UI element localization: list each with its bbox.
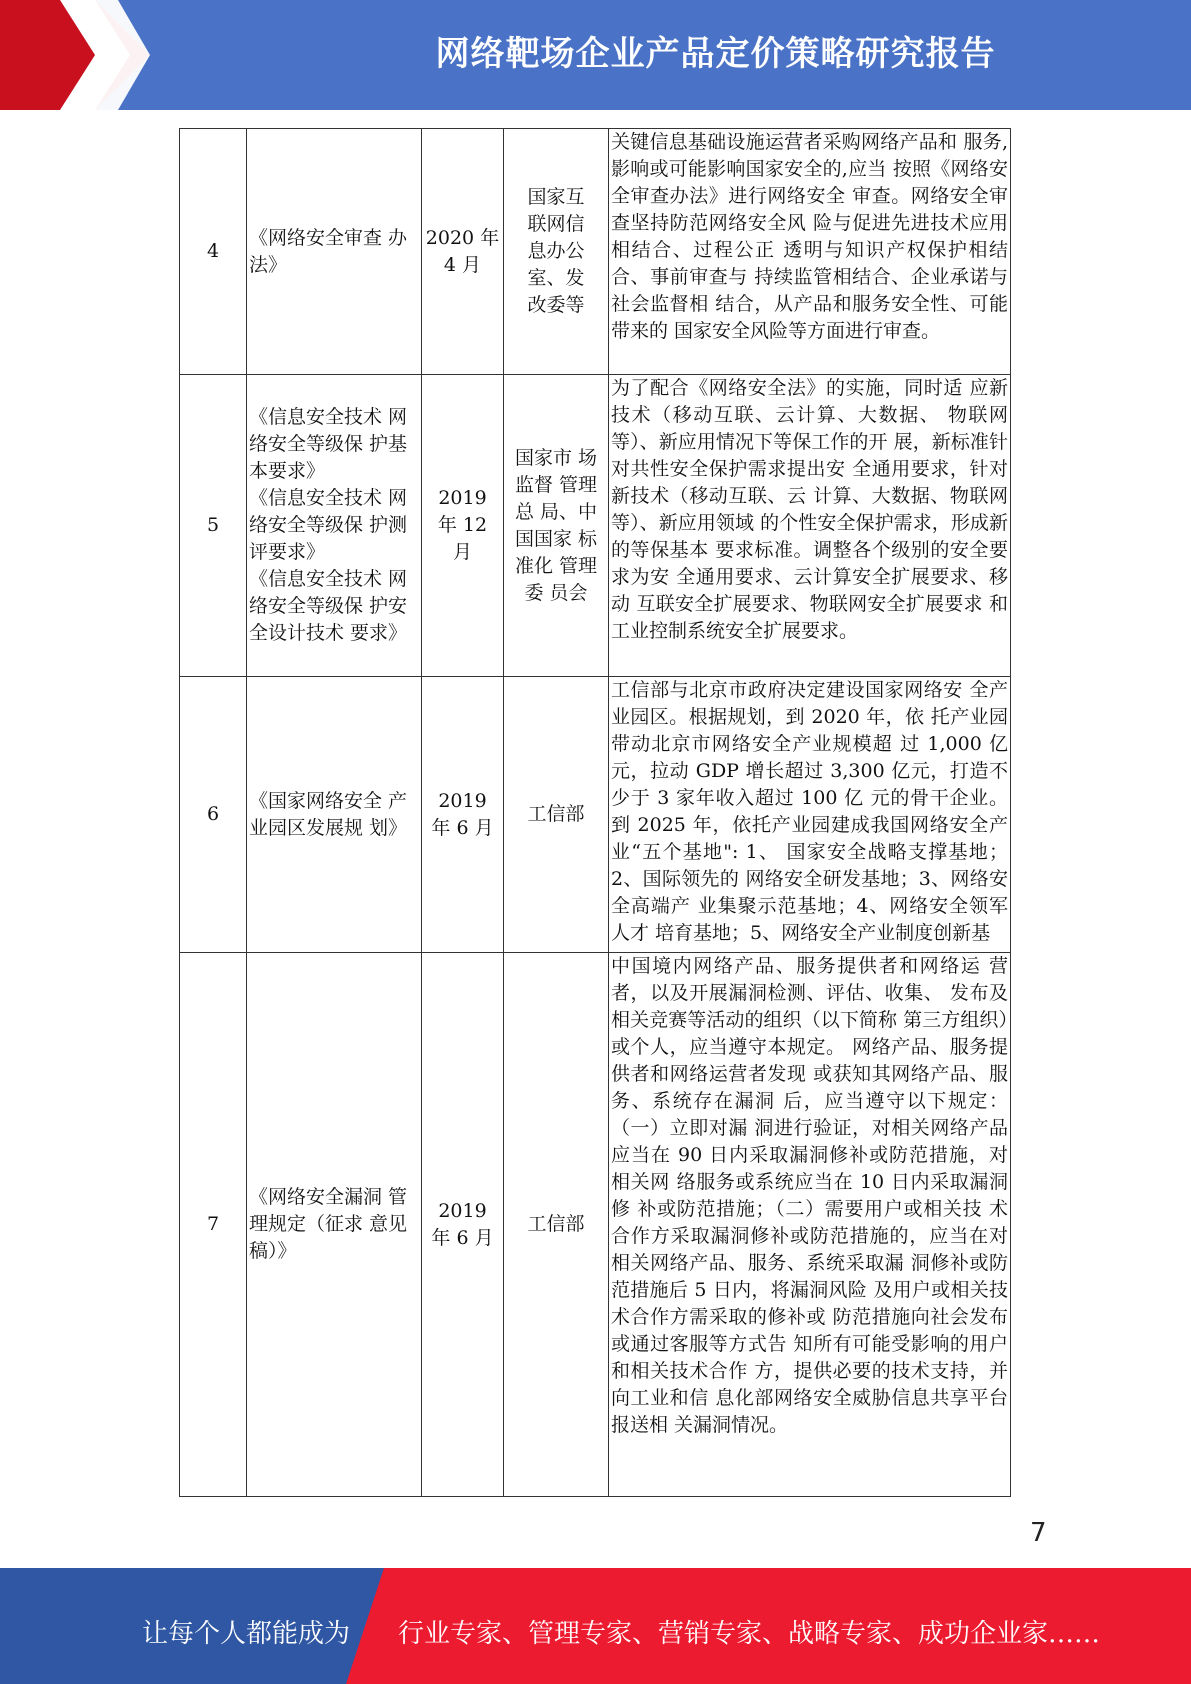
policy-description: 为了配合《网络安全法》的实施，同时适 应新技术（移动互联、云计算、大数据、 物联网等）、新应用情况下等保工作的开 展，新标准针对共性安全保护需求提出安 全通用要求，针对新技术（移动互联、云 计算、大数据、物联网等）、新应用领域 的个性安全保护需求，形成新的等保基本 要求标准。调整各个级别的安全要求为安 全通用要求、云计算安全扩展要求、移动 互联安全扩展要求、物联网安全扩展要求 和工业控制系统安全扩展要求。 (609, 375, 1011, 677)
policy-name: 《信息安全技术 网 络安全等级保 护基 本要求》 《信息安全技术 网 络安全等级保 护测 评要求》 《信息安全技术 网 络安全等级保 护安 全设计技术 要求》 (247, 375, 422, 677)
issue-date: 2019 年 6 月 (422, 677, 504, 953)
issue-date: 2020 年 4 月 (422, 129, 504, 375)
policy-description: 关键信息基础设施运营者采购网络产品和 服务,影响或可能影响国家安全的,应当 按照《网络安全审查办法》进行网络安全 审查。网络安全审查坚持防范网络安全风 险与促进先进技术应用相结合、过程公正 透明与知识产权保护相结合、事前审查与 持续监管相结合、企业承诺与社会监督相 结合，从产品和服务安全性、可能带来的 国家安全风险等方面进行审查。 (609, 129, 1011, 375)
policy-name: 《网络安全审查 办 法》 (247, 129, 422, 375)
row-number: 7 (180, 953, 247, 1497)
issuing-org: 国家互 联网信 息办公 室、发 改委等 (504, 129, 609, 375)
table-row (180, 677, 1011, 953)
footer-slogan-right: 行业专家、管理专家、营销专家、战略专家、成功企业家…… (398, 1619, 1101, 1649)
issue-date: 2019 年 12 月 (422, 375, 504, 677)
page-footer (0, 1568, 1191, 1684)
footer-slogan-left: 让每个人都能成为 (142, 1619, 351, 1649)
policy-table (179, 128, 1011, 1497)
policy-description: 中国境内网络产品、服务提供者和网络运 营者，以及开展漏洞检测、评估、收集、 发布及相关竞赛等活动的组织（以下简称 第三方组织）或个人，应当遵守本规定。 网络产品、服务提供者和网络运营者发现 或获知其网络产品、服务、系统存在漏洞 后，应当遵守以下规定：（一）立即对漏 洞进行验证，对相关网络产品应当在 90 日内采取漏洞修补或防范措施，对相关网 络服务或系统应当在 10 日内采取漏洞修 补或防范措施；（二）需要用户或相关技 术合作方采取漏洞修补或防范措施的，应当在对相关网络产品、服务、系统采取漏 洞修补或防范措施后 5 日内，将漏洞风险 及用户或相关技术合作方需采取的修补或 防范措施向社会发布或通过客服等方式告 知所有可能受影响的用户和相关技术合作 方，提供必要的技术支持，并向工业和信 息化部网络安全威胁信息共享平台报送相 关漏洞情况。 (609, 953, 1011, 1497)
issuing-org: 国家市 场 监督 管理 总 局、中 国国家 标 准化 管理 委 员会 (504, 375, 609, 677)
page-number: 7 (1030, 1518, 1047, 1548)
policy-description: 工信部与北京市政府决定建设国家网络安 全产业园区。根据规划，到 2020 年，依 托产业园带动北京市网络安全产业规模超 过 1,000 亿元，拉动 GDP 增长超过 3,300 亿元，打造不少于 3 家年收入超过 100 亿 元的骨干企业。到 2025 年，依托产业园建成我国网络安全产业“五个基地": 1、 国家安全战略支撑基地；2、国际领先的 网络安全研发基地；3、网络安全高端产 业集聚示范基地；4、网络安全领军人才 培育基地；5、网络安全产业制度创新基 (609, 677, 1011, 953)
table-row (180, 375, 1011, 677)
table-row (180, 953, 1011, 1497)
report-title: 网络靶场企业产品定价策略研究报告 (435, 34, 996, 74)
issue-date: 2019 年 6 月 (422, 953, 504, 1497)
table-row (180, 129, 1011, 375)
row-number: 5 (180, 375, 247, 677)
policy-name: 《网络安全漏洞 管 理规定（征求 意见 稿）》 (247, 953, 422, 1497)
policy-name: 《国家网络安全 产 业园区发展规 划》 (247, 677, 422, 953)
page-header (0, 0, 1191, 110)
issuing-org: 工信部 (504, 677, 609, 953)
row-number: 6 (180, 677, 247, 953)
row-number: 4 (180, 129, 247, 375)
issuing-org: 工信部 (504, 953, 609, 1497)
